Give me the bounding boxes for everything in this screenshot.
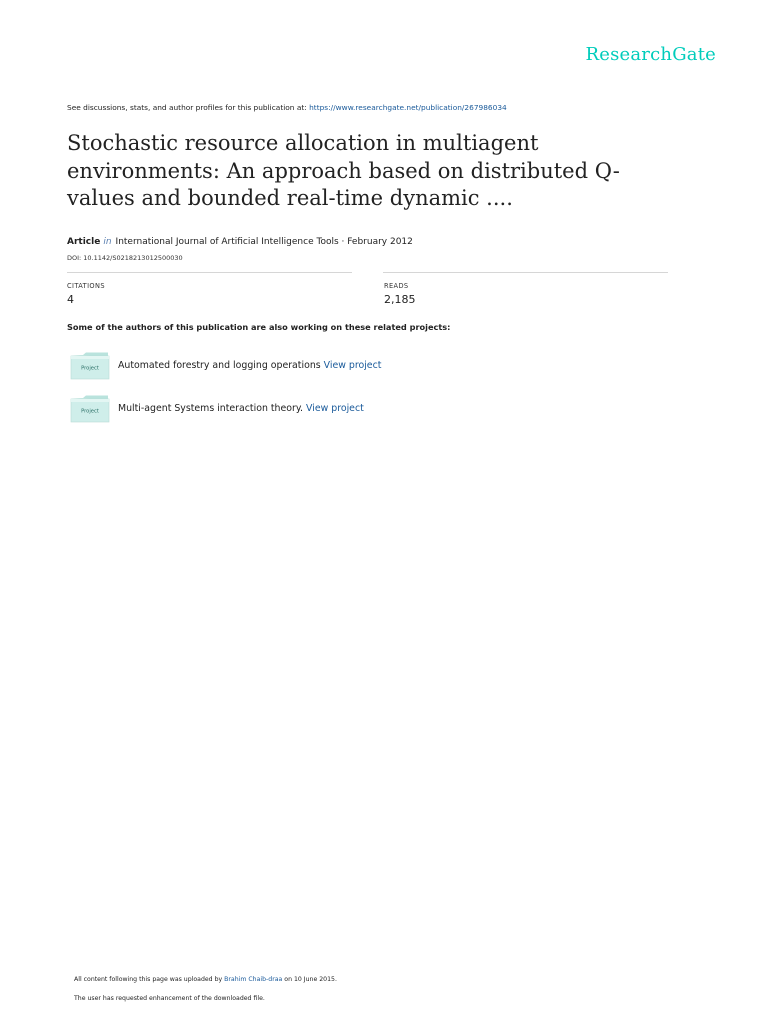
in-label: in [103, 237, 112, 247]
view-project-link[interactable]: View project [323, 360, 382, 371]
related-projects-heading: Some of the authors of this publication are also working on these related projects: [67, 322, 451, 332]
publication-title: Stochastic resource allocation in multiagent environments: An approach based on distributed Q-values and bounded real-time dynamic .... [67, 131, 620, 210]
publication-meta [67, 237, 413, 247]
project-name: Multi-agent Systems interaction theory. [118, 403, 307, 414]
upload-suffix: on 10 June 2015. [282, 976, 337, 983]
project-icon-label: Project [81, 408, 99, 415]
project-item [70, 352, 670, 380]
uploader-link[interactable]: Brahim Chaib-draa [224, 976, 283, 983]
project-name: Automated forestry and logging operations [118, 360, 324, 371]
project-item [70, 395, 670, 423]
project-title [118, 403, 364, 414]
doi: DOI: 10.1142/S0218213012500030 [67, 254, 183, 262]
citations-divider [67, 272, 352, 273]
discussions-line [67, 103, 507, 112]
project-title [118, 360, 381, 371]
researchgate-logo[interactable]: ResearchGate [585, 44, 716, 65]
project-folder-icon[interactable] [70, 352, 110, 380]
citations-label: CITATIONS [67, 282, 105, 290]
reads-count: 2,185 [384, 293, 416, 306]
citations-count[interactable]: 4 [67, 293, 74, 306]
upload-notice [74, 976, 337, 983]
enhancement-notice: The user has requested enhancement of the downloaded file. [74, 995, 265, 1002]
discussions-text: See discussions, stats, and author profiles for this publication at: [67, 103, 310, 112]
article-type: Article [67, 237, 101, 247]
journal-venue[interactable]: International Journal of Artificial Intelligence Tools · February 2012 [115, 237, 413, 247]
reads-label: READS [384, 282, 409, 290]
project-folder-icon[interactable] [70, 395, 110, 423]
view-project-link[interactable]: View project [306, 403, 364, 414]
upload-prefix: All content following this page was uploaded by [74, 976, 225, 983]
publication-url-link[interactable]: https://www.researchgate.net/publication/267986034 [309, 103, 507, 112]
reads-divider [383, 272, 668, 273]
project-icon-label: Project [81, 365, 99, 372]
